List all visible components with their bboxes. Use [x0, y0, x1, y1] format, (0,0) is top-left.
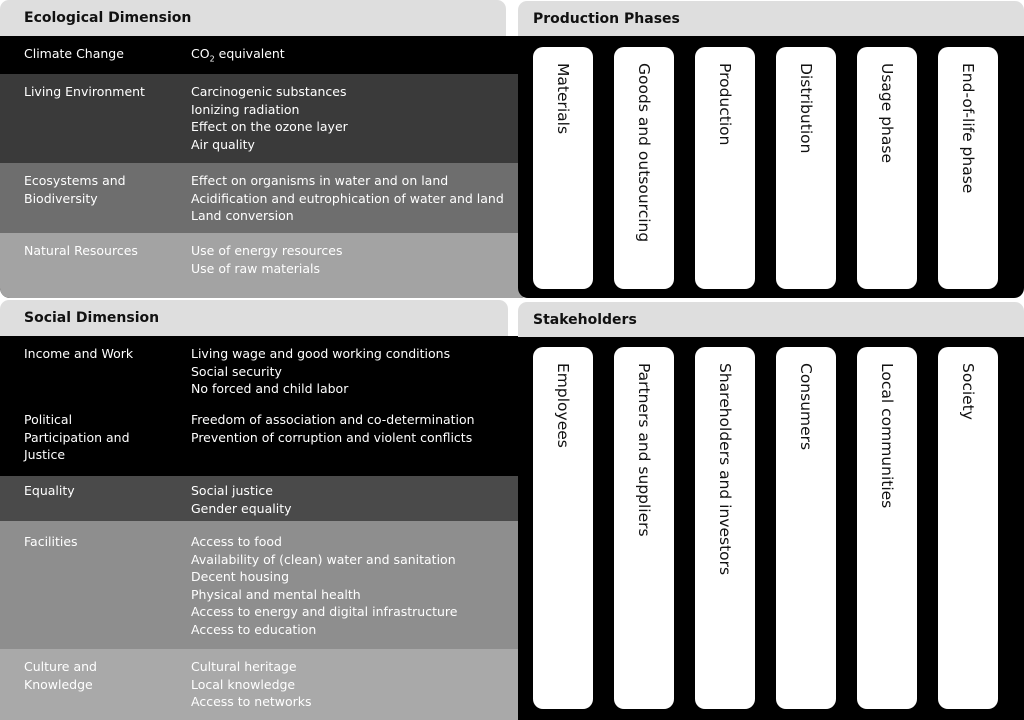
indicator-list	[191, 242, 342, 277]
ecological-dimension-panel	[0, 36, 530, 298]
indicator-item: Freedom of association and co-determination	[191, 412, 475, 427]
indicator-item: Decent housing	[191, 569, 290, 584]
production-phases-title: Production Phases	[533, 11, 680, 27]
category-label: Living Environment	[24, 84, 145, 99]
indicator-item: Air quality	[191, 136, 255, 152]
indicator-item: Carcinogenic substances	[191, 84, 347, 99]
indicator-item: Social security	[191, 363, 282, 379]
indicator-item: Use of raw materials	[191, 260, 321, 276]
phase-card-goods-outsourcing	[614, 47, 674, 289]
indicator-item: Cultural heritage	[191, 659, 297, 674]
production-phases-panel	[518, 36, 1024, 298]
phase-card-materials	[533, 47, 593, 289]
indicator-item: Land conversion	[191, 208, 294, 223]
indicator-item: Availability of (clean) water and sanitation	[191, 551, 456, 567]
phase-card-usage	[857, 47, 917, 289]
indicator-item: Access to education	[191, 621, 317, 637]
social-dimension-title: Social Dimension	[24, 310, 160, 326]
indicator-list	[191, 658, 312, 711]
eco-row-ecosystems-biodiversity	[0, 163, 530, 233]
indicator-list	[191, 172, 504, 225]
production-phases-tab	[518, 1, 1024, 38]
indicator-item: Ionizing radiation	[191, 101, 300, 117]
eco-row-natural-resources	[0, 233, 530, 298]
social-dimension-panel	[0, 336, 530, 720]
stakeholder-card-consumers	[776, 347, 836, 709]
stakeholder-card-employees	[533, 347, 593, 709]
indicator-item: Access to energy and digital infrastructure	[191, 604, 458, 619]
stakeholder-card-label: Local communities	[878, 363, 896, 509]
stakeholder-card-label: Consumers	[797, 363, 815, 451]
indicator-item: Prevention of corruption and violent conflicts	[191, 429, 473, 445]
category-label: Climate Change	[24, 46, 124, 61]
indicator-item: Physical and mental health	[191, 586, 361, 602]
indicator-item: $CO_2$ equivalent	[191, 46, 285, 64]
phase-card-label: Goods and outsourcing	[635, 63, 653, 243]
soc-row-culture-knowledge	[0, 649, 530, 720]
category-label: Political Participation and Justice	[24, 412, 130, 462]
soc-row-facilities	[0, 521, 530, 649]
indicator-item: Use of energy resources	[191, 243, 343, 258]
indicator-list	[191, 482, 292, 517]
category-label: Facilities	[24, 534, 78, 549]
stakeholders-title: Stakeholders	[533, 312, 637, 328]
category-label: Equality	[24, 483, 75, 498]
social-dimension-tab	[0, 300, 508, 337]
indicator-item: No forced and child labor	[191, 381, 349, 396]
indicator-item: Effect on the ozone layer	[191, 119, 348, 134]
indicator-item: Effect on organisms in water and on land	[191, 173, 449, 188]
indicator-item: Local knowledge	[191, 676, 296, 692]
stakeholder-card-local-communities	[857, 347, 917, 709]
soc-row-equality	[0, 476, 530, 521]
stakeholder-card-label: Shareholders and investors	[716, 363, 734, 576]
indicator-list	[191, 533, 457, 638]
indicator-list	[191, 83, 348, 153]
stakeholder-card-partners-suppliers	[614, 347, 674, 709]
indicator-item: Acidification and eutrophication of water and land	[191, 190, 504, 206]
indicator-list	[191, 345, 450, 398]
eco-row-climate-change	[0, 36, 530, 74]
phase-card-label: Materials	[554, 63, 572, 135]
stakeholder-card-label: Society	[959, 363, 977, 420]
category-label: Natural Resources	[24, 243, 138, 258]
indicator-item: Gender equality	[191, 500, 292, 516]
category-label: Culture and Knowledge	[24, 659, 97, 692]
stakeholder-card-label: Employees	[554, 363, 572, 448]
indicator-item: Social justice	[191, 483, 273, 498]
indicator-list	[191, 45, 285, 63]
stakeholders-panel	[518, 337, 1024, 720]
indicator-item: Access to food	[191, 534, 282, 549]
phase-card-distribution	[776, 47, 836, 289]
category-label: Ecosystems and Biodiversity	[24, 173, 126, 206]
ecological-dimension-title: Ecological Dimension	[24, 10, 192, 26]
category-label: Income and Work	[24, 346, 134, 361]
phase-card-label: End-of-life phase	[959, 63, 977, 194]
phase-card-production	[695, 47, 755, 289]
stakeholder-card-label: Partners and suppliers	[635, 363, 653, 537]
indicator-item: Access to networks	[191, 694, 312, 709]
indicator-list	[191, 411, 475, 446]
eco-row-living-environment	[0, 74, 530, 163]
soc-row-political-participation	[0, 402, 530, 476]
stakeholder-card-shareholders-investors	[695, 347, 755, 709]
phase-card-label: Usage phase	[878, 63, 896, 163]
phase-card-label: Production	[716, 63, 734, 146]
phase-card-end-of-life	[938, 47, 998, 289]
stakeholders-tab	[518, 302, 1024, 339]
indicator-item: Living wage and good working conditions	[191, 346, 451, 361]
phase-card-label: Distribution	[797, 63, 815, 154]
ecological-dimension-tab	[0, 0, 506, 37]
stakeholder-card-society	[938, 347, 998, 709]
soc-row-income-work	[0, 336, 530, 402]
